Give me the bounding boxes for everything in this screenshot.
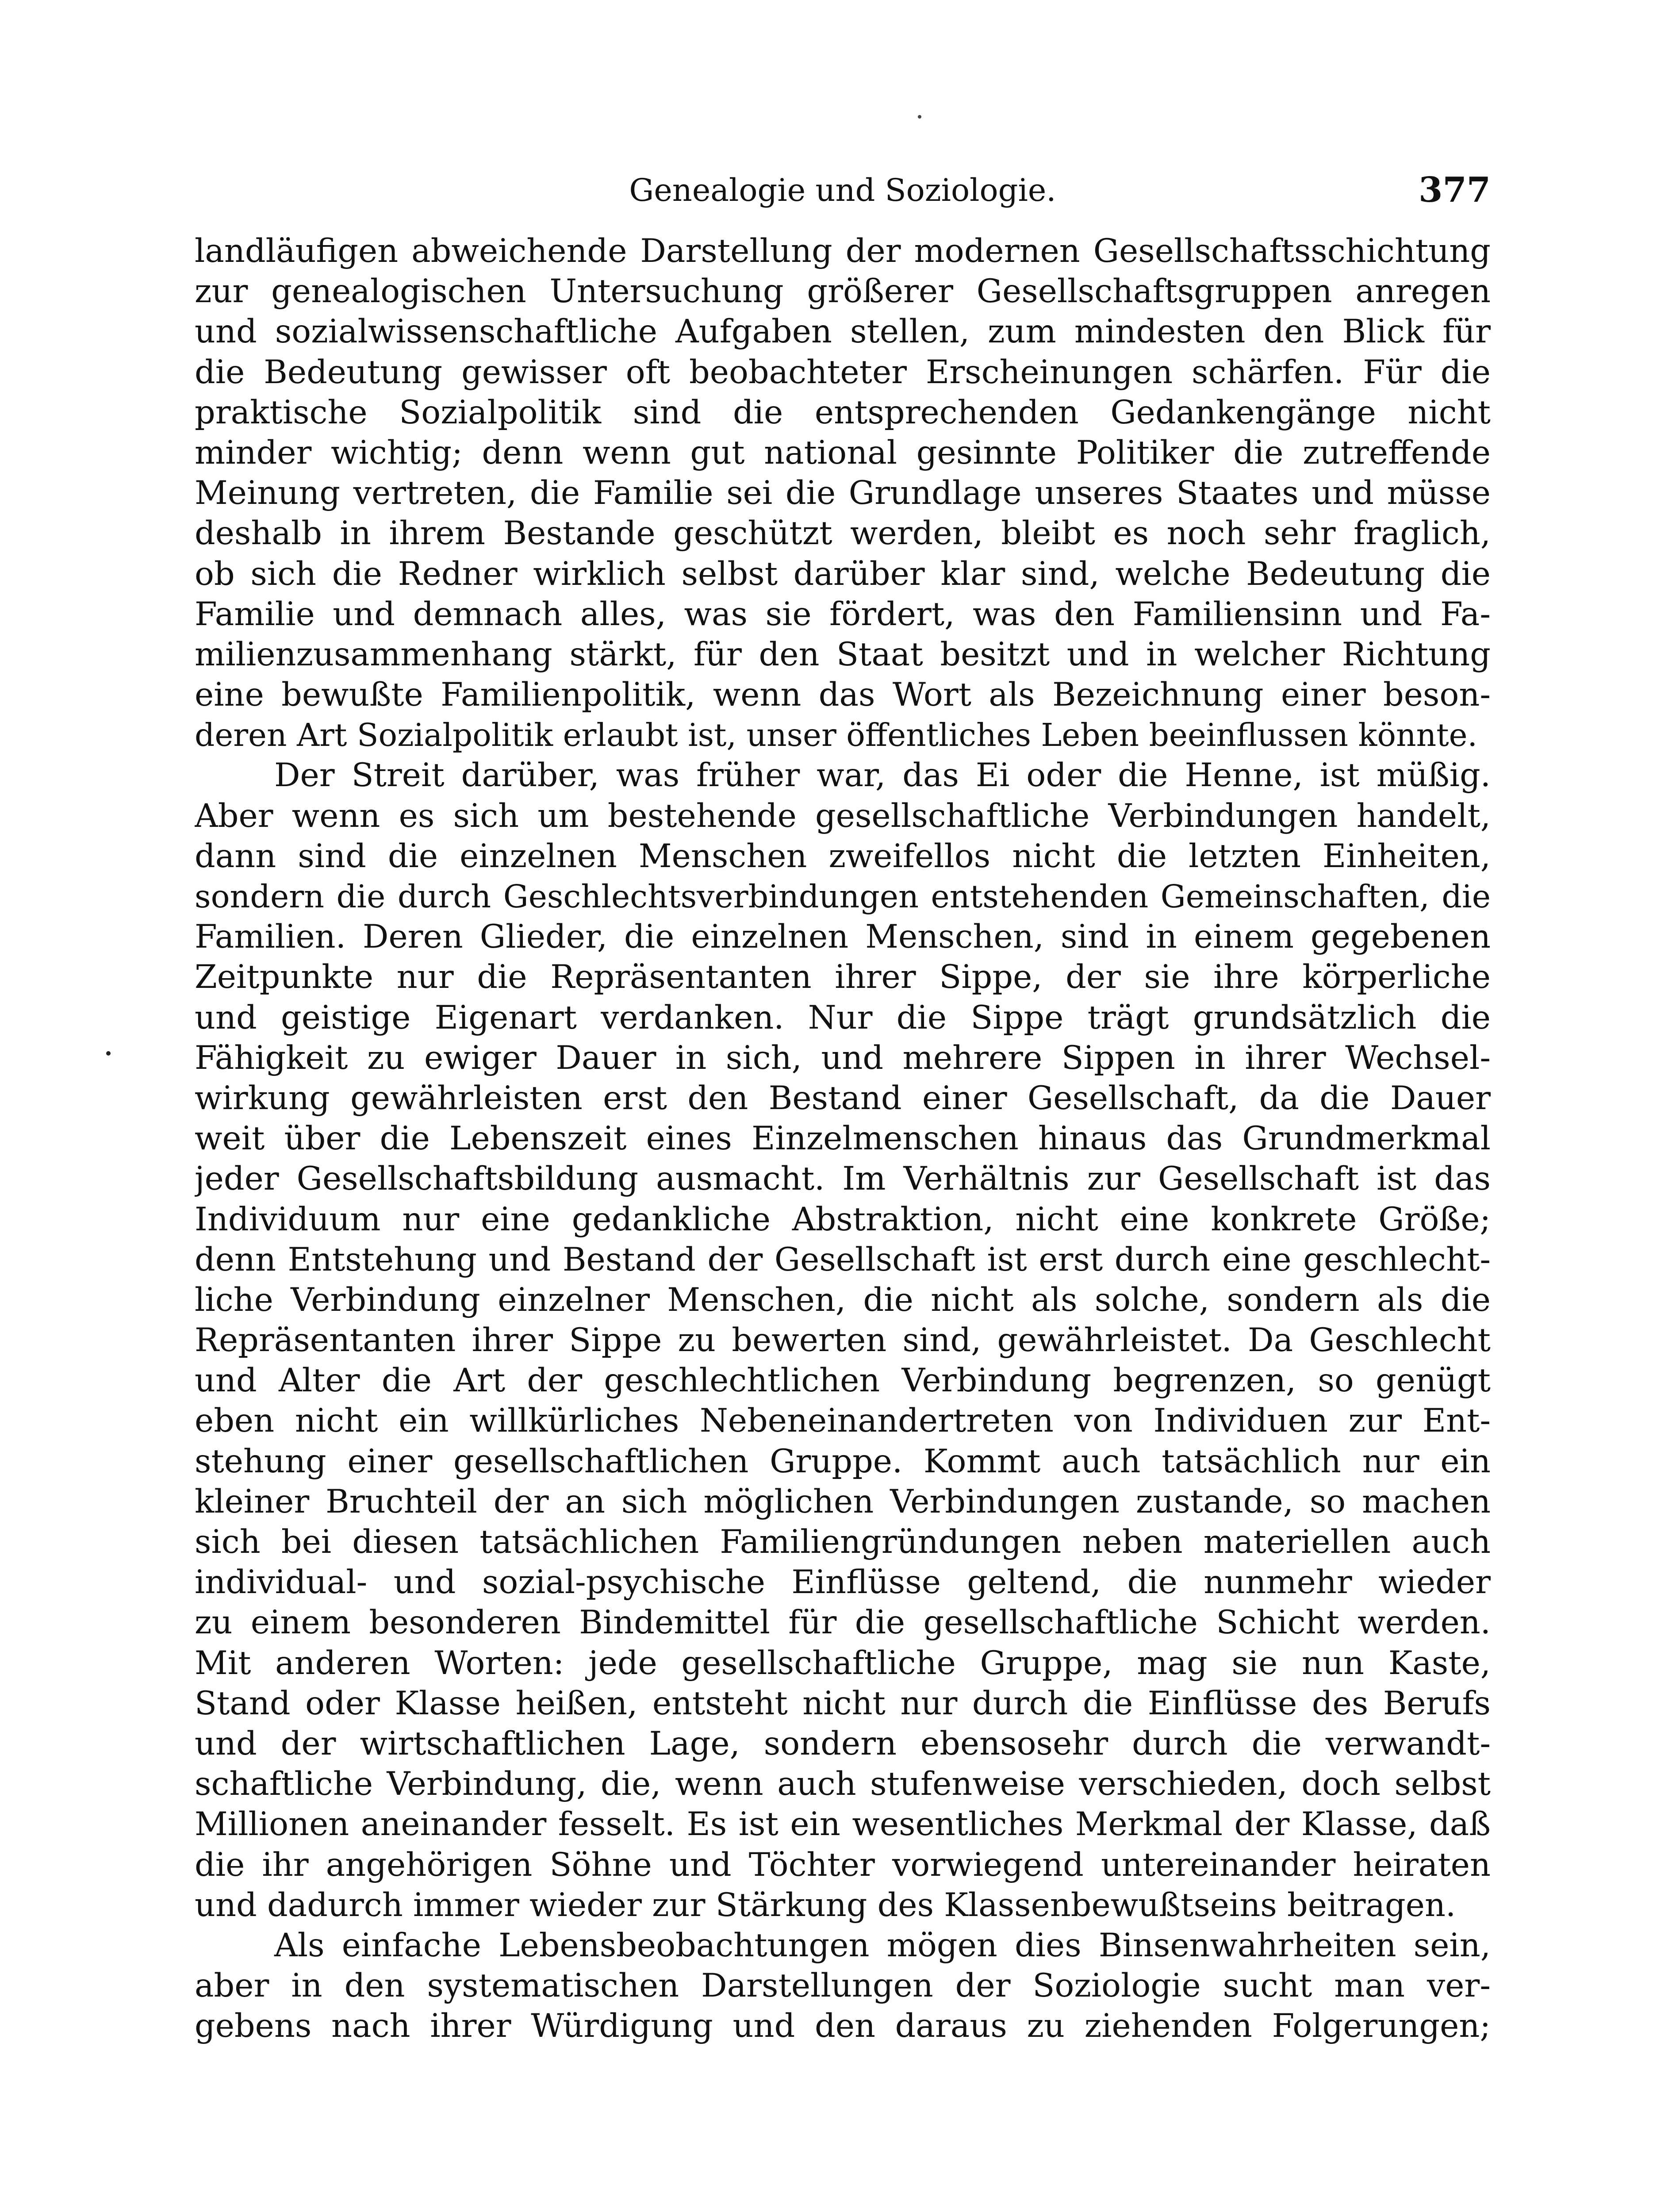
text-line: denn Entstehung und Bestand der Gesellschaft ist erst durch eine geschlecht- [195, 1240, 1491, 1279]
print-speck [918, 115, 921, 119]
margin-speck [106, 1051, 111, 1056]
text-line: Zeitpunkte nur die Repräsentanten ihrer Sippe, der sie ihre körperliche [195, 958, 1491, 996]
text-line: Individuum nur eine gedankliche Abstraktion, nicht eine konkrete Größe; [195, 1200, 1491, 1238]
body-text [195, 231, 1491, 2046]
text-line: zu einem besonderen Bindemittel für die gesellschaftliche Schicht werden. [195, 1604, 1491, 1642]
text-line: ob sich die Redner wirklich selbst darüber klar sind, welche Bedeutung die [195, 555, 1491, 593]
text-line: praktische Sozialpolitik sind die entsprechenden Gedankengänge nicht [195, 393, 1491, 431]
text-line: schaftliche Verbindung, die, wenn auch stufenweise verschieden, doch selbst [195, 1765, 1491, 1803]
page-number: 377 [1419, 170, 1491, 210]
text-line: zur genealogischen Untersuchung größerer Gesellschaftsgruppen anregen [195, 273, 1491, 311]
text-line: und der wirtschaftlichen Lage, sondern ebensosehr durch die verwandt- [195, 1724, 1491, 1763]
text-line: landläufigen abweichende Darstellung der modernen Gesellschaftsschichtung [195, 232, 1491, 270]
text-line: deshalb in ihrem Bestande geschützt werden, bleibt es noch sehr fraglich, [195, 515, 1491, 553]
text-line: dann sind die einzelnen Menschen zweifellos nicht die letzten Einheiten, [195, 837, 1491, 875]
text-line: individual- und sozial-psychische Einflüsse geltend, die nunmehr wieder [195, 1563, 1491, 1601]
text-line: stehung einer gesellschaftlichen Gruppe. Kommt auch tatsächlich nur ein [195, 1442, 1491, 1480]
text-line: und geistige Eigenart verdanken. Nur die Sippe trägt grundsätzlich die [195, 998, 1491, 1037]
text-line: weit über die Lebenszeit eines Einzelmenschen hinaus das Grundmerkmal [195, 1120, 1491, 1158]
text-line: gebens nach ihrer Würdigung und den daraus zu ziehenden Folgerungen; [195, 2007, 1491, 2045]
text-line: aber in den systematischen Darstellungen der Soziologie sucht man ver- [195, 1967, 1491, 2005]
text-line: eben nicht ein willkürliches Nebeneinandertreten von Individuen zur Ent- [195, 1402, 1491, 1440]
text-line: Fähigkeit zu ewiger Dauer in sich, und mehrere Sippen in ihrer Wechsel- [195, 1039, 1491, 1077]
paragraph-end-line: deren Art Sozialpolitik erlaubt ist, unser öffentliches Leben beeinflussen könnte. [195, 717, 1478, 754]
text-line: die Bedeutung gewisser oft beobachteter Erscheinungen schärfen. Für die [195, 353, 1491, 391]
text-line: Meinung vertreten, die Familie sei die Grundlage unseres Staates und müsse [195, 474, 1491, 512]
paragraph-start-line: Der Streit darüber, was früher war, das Ei oder die Henne, ist müßig. [274, 757, 1491, 795]
text-line: milienzusammenhang stärkt, für den Staat besitzt und in welcher Richtung [195, 635, 1491, 673]
text-line: Repräsentanten ihrer Sippe zu bewerten sind, gewährleistet. Da Geschlecht [195, 1321, 1491, 1359]
text-line: Familien. Deren Glieder, die einzelnen Menschen, sind in einem gegebenen [195, 918, 1491, 956]
paragraph-end-line: und dadurch immer wieder zur Stärkung des Klassenbewußtseins beitragen. [195, 1886, 1456, 1924]
running-title: Genealogie und Soziologie. [629, 172, 1056, 208]
text-line: Stand oder Klasse heißen, entsteht nicht nur durch die Einflüsse des Berufs [195, 1684, 1491, 1722]
text-line: Mit anderen Worten: jede gesellschaftliche Gruppe, mag sie nun Kaste, [195, 1644, 1491, 1682]
text-line: kleiner Bruchteil der an sich möglichen Verbindungen zustande, so machen [195, 1482, 1491, 1521]
text-line: sondern die durch Geschlechtsverbindungen entstehenden Gemeinschaften, die [195, 878, 1491, 915]
text-line: die ihr angehörigen Söhne und Töchter vorwiegend untereinander heiraten [195, 1846, 1491, 1884]
text-line: wirkung gewährleisten erst den Bestand einer Gesellschaft, da die Dauer [195, 1079, 1491, 1117]
text-line: und Alter die Art der geschlechtlichen Verbindung begrenzen, so genügt [195, 1362, 1491, 1400]
text-line: Aber wenn es sich um bestehende gesellschaftliche Verbindungen handelt, [195, 797, 1491, 835]
text-line: liche Verbindung einzelner Menschen, die nicht als solche, sondern als die [195, 1281, 1491, 1319]
text-line: jeder Gesellschaftsbildung ausmacht. Im Verhältnis zur Gesellschaft ist das [195, 1160, 1491, 1198]
text-line: und sozialwissenschaftliche Aufgaben stellen, zum mindesten den Blick für [195, 313, 1491, 351]
text-line: Familie und demnach alles, was sie fördert, was den Familiensinn und Fa- [195, 595, 1491, 633]
text-line: sich bei diesen tatsächlichen Familiengründungen neben materiellen auch [195, 1523, 1491, 1561]
page-header [195, 164, 1491, 217]
text-line: minder wichtig; denn wenn gut national gesinnte Politiker die zutreffende [195, 434, 1491, 472]
text-line: eine bewußte Familienpolitik, wenn das Wort als Bezeichnung einer beson- [195, 676, 1491, 714]
paragraph-start-line: Als einfache Lebensbeobachtungen mögen dies Binsenwahrheiten sein, [274, 1926, 1491, 1964]
text-line: Millionen aneinander fesselt. Es ist ein wesentliches Merkmal der Klasse, daß [195, 1805, 1491, 1843]
